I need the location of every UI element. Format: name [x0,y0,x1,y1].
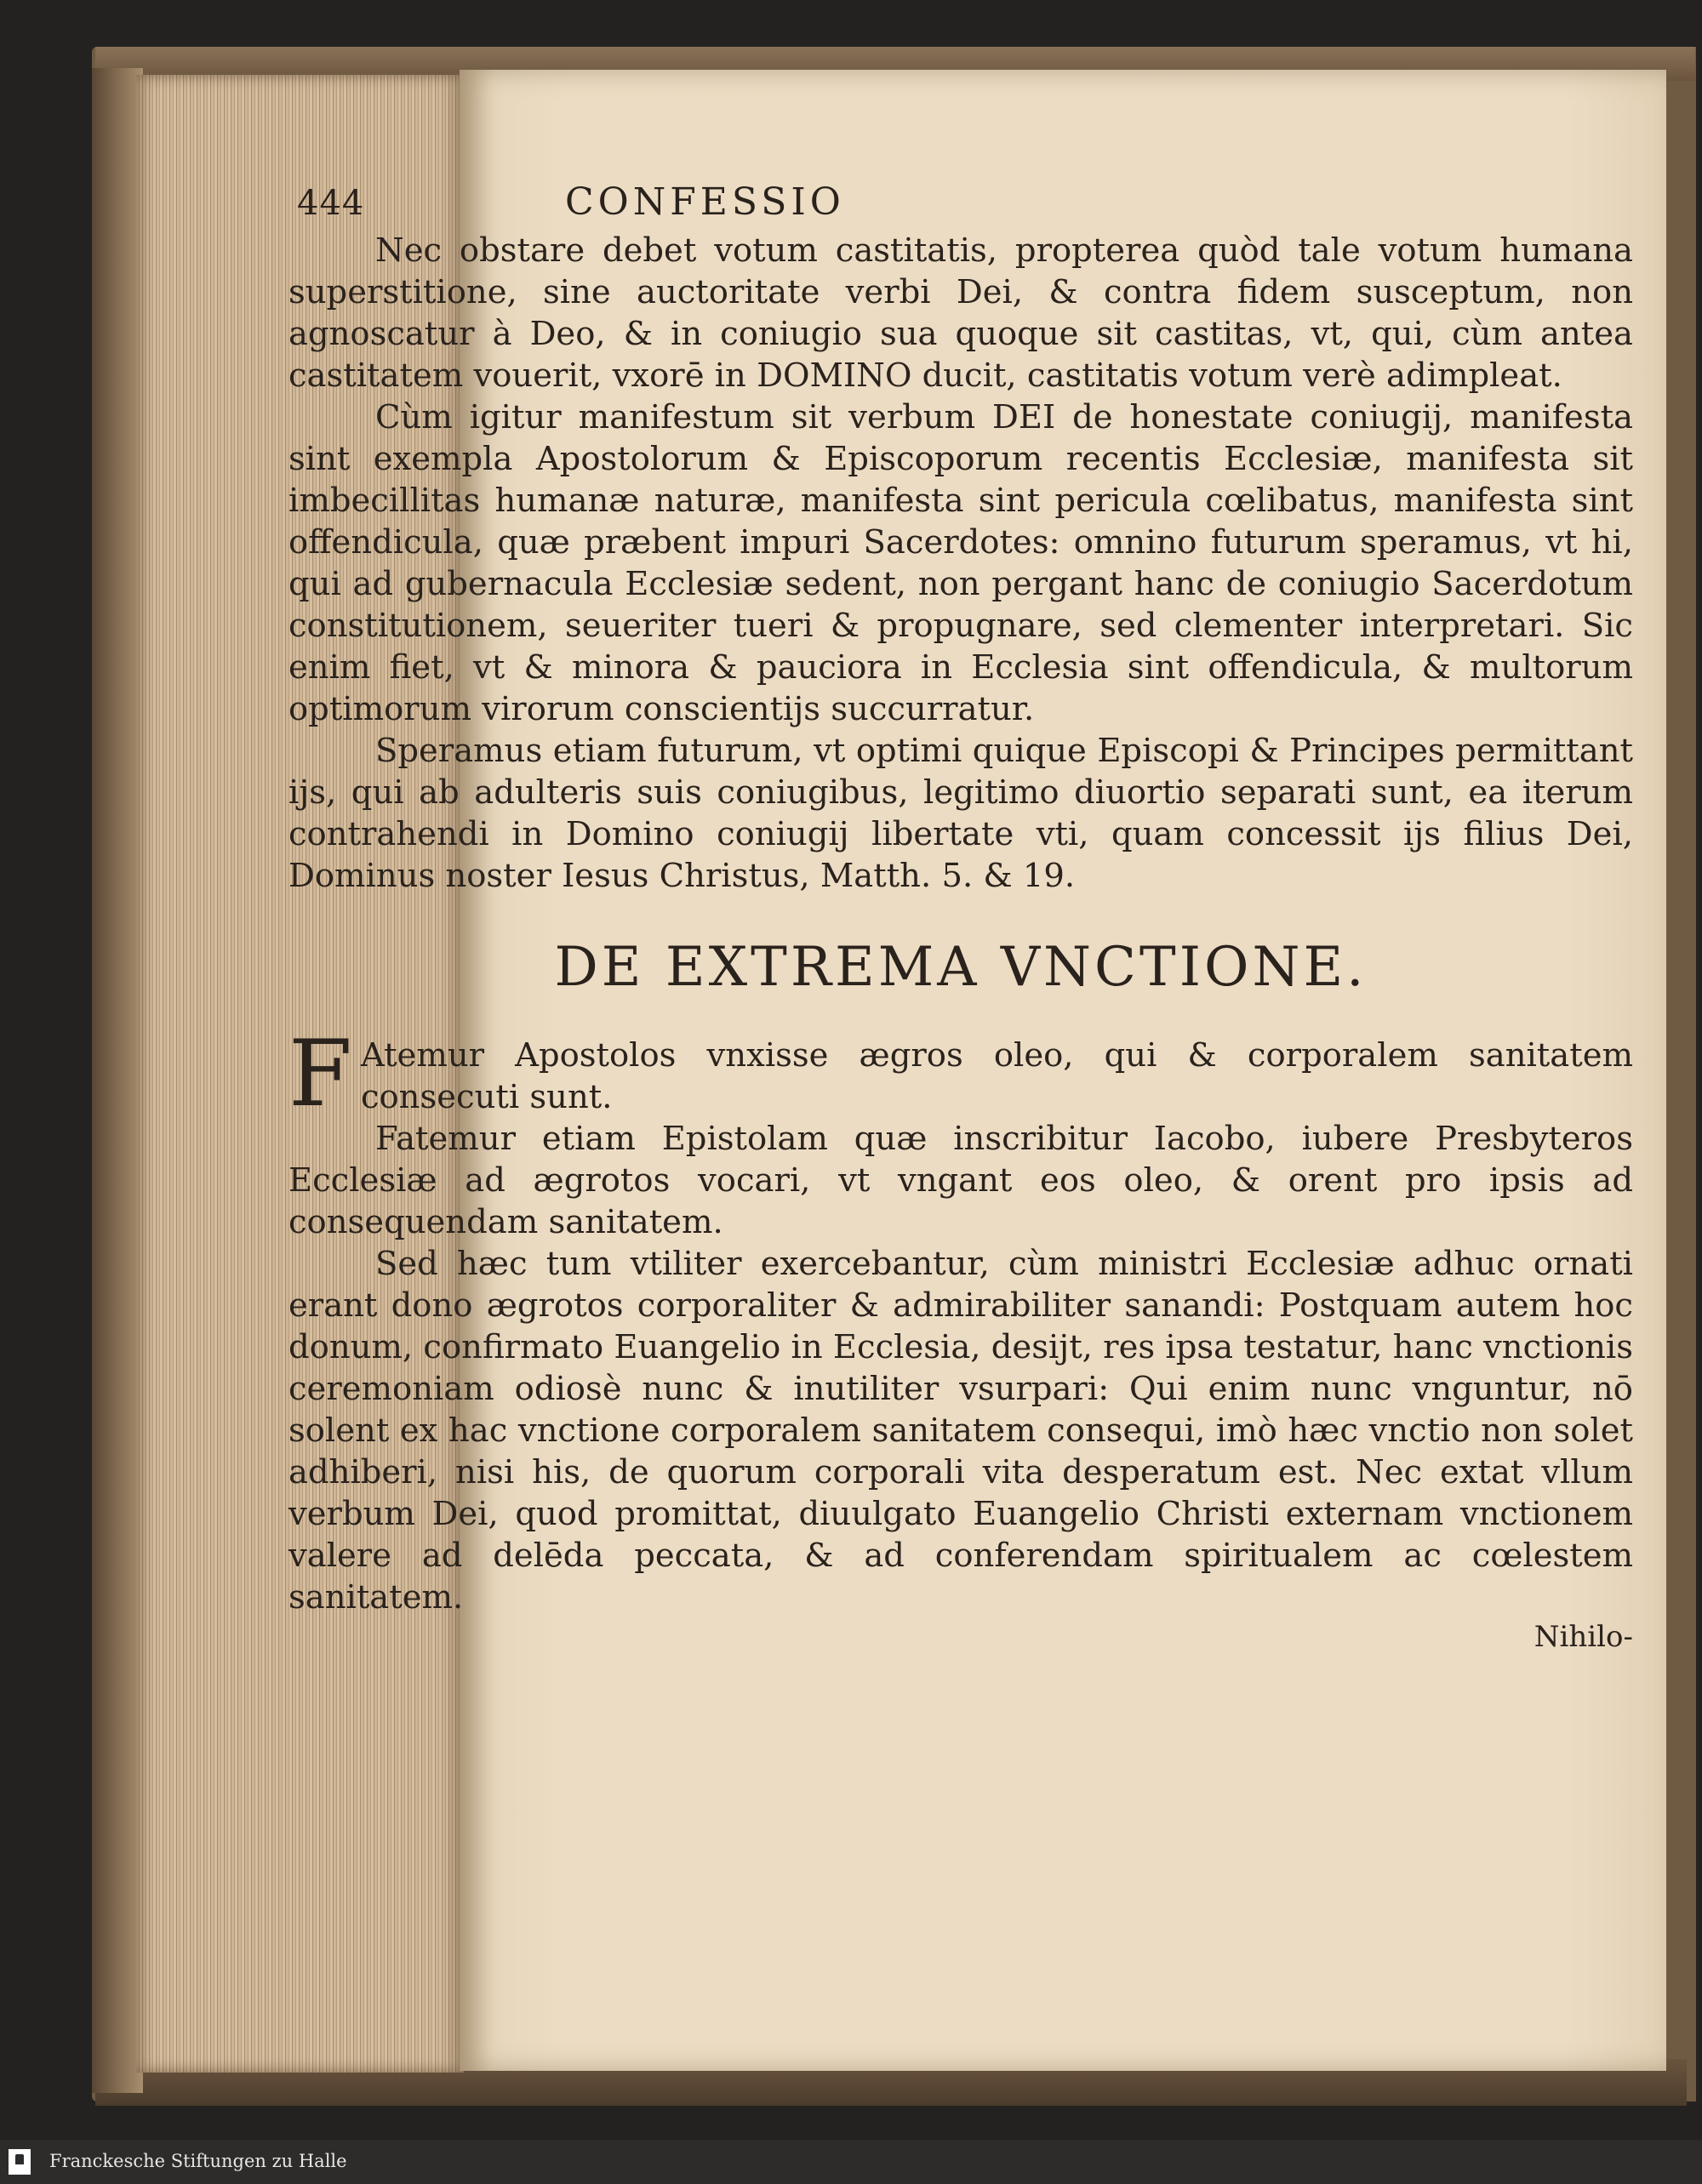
institution-logo-icon [9,2149,31,2175]
running-head: CONFESSIO [565,180,845,224]
paragraph: Speramus etiam futurum, vt optimi quique Episcopi & Principes permittant ijs, qui ab adulteris suis coniugibus, legitimo diuortio separati sunt, ea iterum contrahendi in Domino coniugij libertate vti, quam concessit ijs filius Dei, Dominus noster Iesus Christus, Matth. 5. & 19. [288,732,1633,895]
page-text-block [288,177,1633,1921]
paragraph: Cùm igitur manifestum sit verbum DEI de honestate coniugij, manifesta sint exempla Apostolorum & Episcoporum recentis Ecclesiæ, manifesta sit imbecillitas humanæ naturæ, manifesta sint pericula cœlibatus, manifesta sint offendicula, quæ præbent impuri Sacerdotes: omnino futurum speramus, vt hi, qui ad gubernacula Ecclesiæ sedent, non pergant hanc de coniugio Sacerdotum constitutionem, seueriter tueri & propugnare, sed clementer interpretari. Sic enim fiet, vt & minora & pauciora in Ecclesia sint offendicula, & multorum optimorum virorum conscientijs succurratur. [288,398,1633,728]
dropcap-paragraph [288,1021,1633,1127]
section-title: DE EXTREMA VNCTIONE. [554,936,1368,999]
paragraph: Fatemur etiam Epistolam quæ inscribitur Iacobo, iubere Presbyteros Ecclesiæ ad ægrotos vocari, vt vngant eos oleo, & orent pro ipsis ad consequendam sanitatem. [288,1120,1633,1241]
paragraph: Nec obstare debet votum castitatis, propterea quòd tale votum humana superstitione, sine auctoritate verbi Dei, & contra fidem susceptum, non agnoscatur à Deo, & in coniugio sua quoque sit castitas, vt, qui, cùm antea castitatem vouerit, vxorē in DOMINO ducit, castitatis votum verè adimpleat. [288,231,1633,395]
catchword: Nihilo- [1534,1620,1633,1654]
institution-logo-mark [15,2154,24,2164]
footer-bar [0,2140,1702,2184]
footer-institution-name: Franckesche Stiftungen zu Halle [49,2151,347,2171]
dropcap-paragraph-text: Atemur Apostolos vnxisse ægros oleo, qui & corporalem sanitatem consecuti sunt. [360,1036,1633,1116]
page-header [288,177,1633,230]
page-number: 444 [297,184,365,223]
paragraph: Sed hæc tum vtiliter exercebantur, cùm ministri Ecclesiæ adhuc ornati erant dono ægrotos corporaliter & admirabiliter sanandi: Postquam autem hoc donum, confirmato Euangelio in Ecclesia, desijt, res ipsa testatur, hanc vnctionis ceremoniam odiosè nunc & inutiliter vsurpari: Qui enim nunc vnguntur, nō solent ex hac vnctione corporalem sanitatem consequi, imò hæc vnctio non solet adhiberi, nisi his, de quorum corporali vita desperatum est. Nec extat vllum verbum Dei, quod promittat, diuulgato Euangelio Christi externam vnctionem valere ad delēda peccata, & ad conferendam spiritualem ac cœlestem sanitatem. [288,1245,1633,1617]
drop-cap-letter: F [288,1021,352,1127]
book-spine-edge [92,68,143,2093]
